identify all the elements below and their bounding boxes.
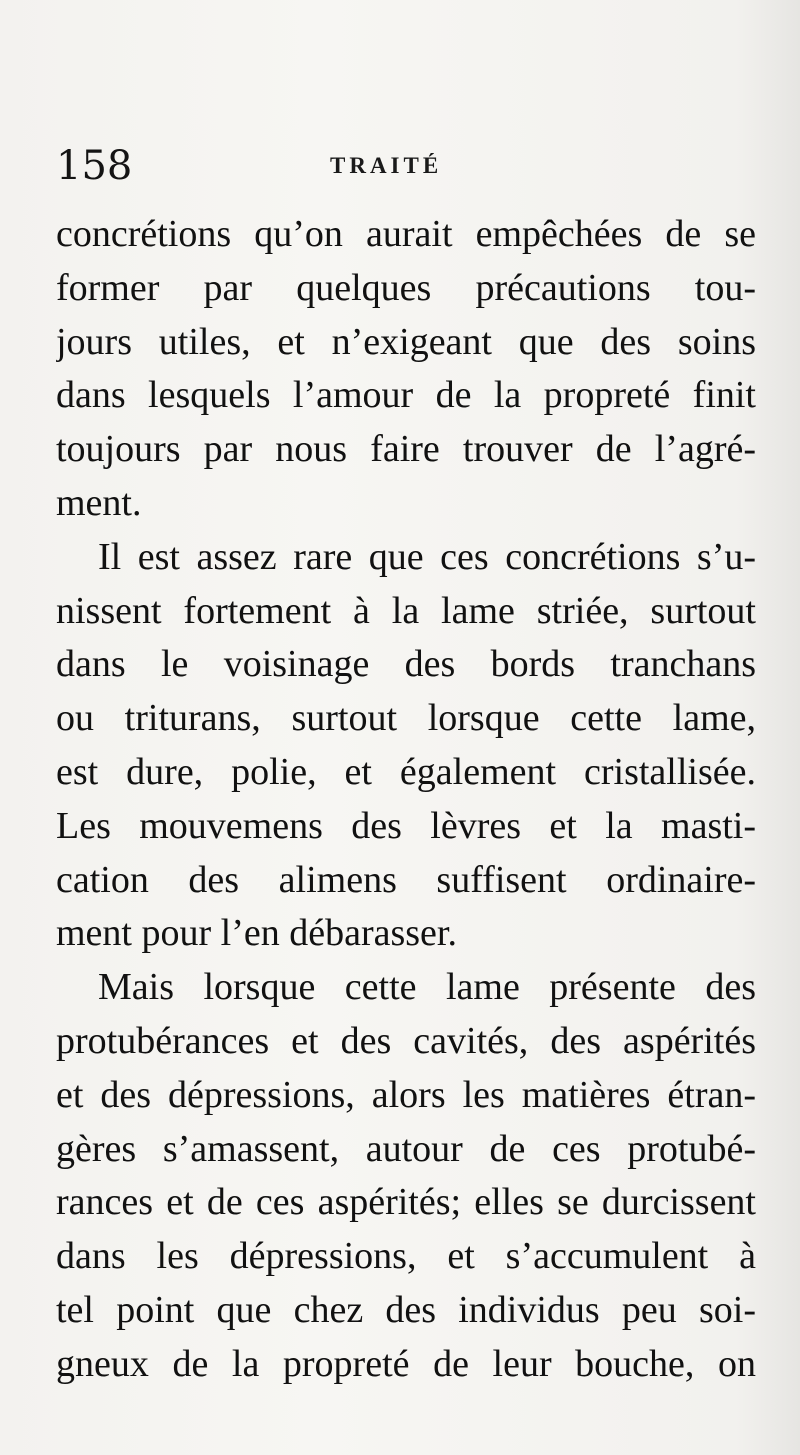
text-line: dans le voisinage des bords tranchans [56,643,756,686]
text-line: concrétions qu’on aurait empêchées de se [56,213,756,255]
text-line: tel point que chez des individus peu soi- [56,1288,756,1331]
text-line: jours utiles, et n’exigeant que des soins [56,320,756,363]
page-header [56,138,756,194]
text-line: ou triturans, surtout lorsque cette lame, [56,697,756,740]
text-line: Il est assez rare que ces concrétions s’u- [98,535,756,578]
text-line: est dure, polie, et également cristallisée. [56,750,756,793]
text-line: gneux de la propreté de leur bouche, on [56,1342,756,1385]
text-line: dans lesquels l’amour de la propreté finit [56,374,756,417]
text-line: rances et de ces aspérités; elles se durcissent [56,1181,756,1224]
text-line: Mais lorsque cette lame présente des [98,966,756,1009]
running-head: TRAITÉ [330,153,443,178]
text-line: ment pour l’en débarasser. [56,912,457,955]
text-line: protubérances et des cavités, des aspérités [56,1019,756,1062]
text-line: Les mouvemens des lèvres et la masti- [56,804,756,847]
text-line: cation des alimens suffisent ordinaire- [56,858,756,901]
text-line: former par quelques précautions tou- [56,266,756,309]
text-line: et des dépressions, alors les matières étran- [56,1073,756,1116]
text-line: gères s’amassent, autour de ces protubé- [56,1127,756,1170]
text-line: dans les dépressions, et s’accumulent à [56,1235,756,1278]
text-line: nissent fortement à la lame striée, surtout [56,589,756,632]
text-line: ment. [56,481,142,524]
page-number: 158 [56,143,133,189]
text-line: toujours par nous faire trouver de l’agré- [56,428,756,471]
body-text [56,208,756,1392]
